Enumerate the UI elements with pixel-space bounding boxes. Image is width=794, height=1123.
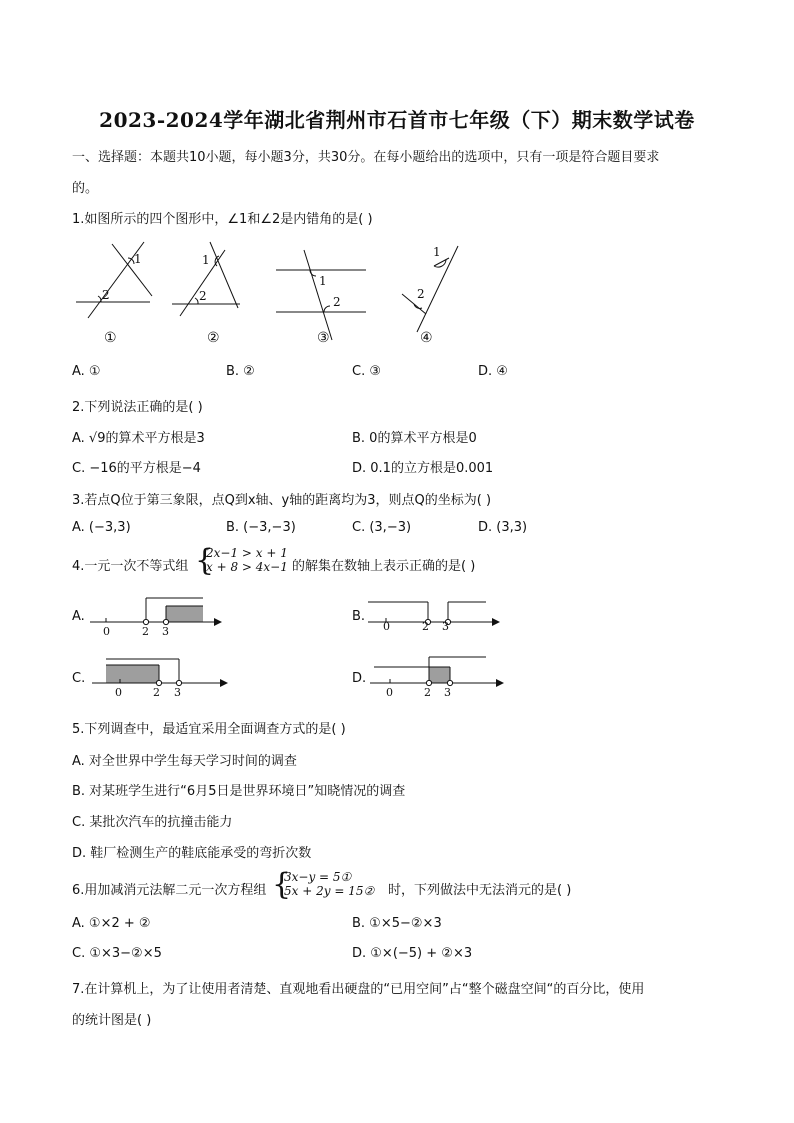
q1-option-b[interactable]: B. ② (226, 364, 255, 379)
q1-option-a[interactable]: A. ① (72, 364, 101, 379)
q2-option-a[interactable]: A. √9的算术平方根是3 (72, 431, 205, 446)
q3-option-b[interactable]: B. (−3,−3) (226, 520, 296, 535)
q3-option-c[interactable]: C. (3,−3) (352, 520, 412, 535)
q4c-tick-3: 3 (174, 686, 181, 699)
question-5-stem: 5.下列调查中，最适宜采用全面调查方式的是( ) (72, 722, 346, 737)
fig2-angle2: 2 (199, 289, 207, 303)
q4d-tick-3: 3 (444, 686, 451, 699)
q6-option-b[interactable]: B. ①×5−②×3 (352, 916, 442, 931)
q2-option-d[interactable]: D. 0.1的立方根是0.001 (352, 461, 494, 476)
section-header-line1: 一、选择题：本题共10小题，每小题3分，共30分。在每小题给出的选项中，只有一项是符合题目要求 (72, 150, 660, 165)
question-2-stem: 2.下列说法正确的是( ) (72, 400, 203, 415)
q6-system-line1: 3x−y = 5① (284, 870, 352, 884)
q5-option-a[interactable]: A. 对全世界中学生每天学习时间的调查 (72, 754, 297, 769)
q4-numberline-b (368, 592, 508, 642)
q4a-tick-2: 2 (142, 625, 149, 638)
q4-system-line1: 2x−1 > x + 1 (206, 546, 288, 560)
figure-label-2: ② (207, 330, 220, 346)
q6-option-a[interactable]: A. ①×2 + ② (72, 916, 151, 931)
question-4-stem-post: 的解集在数轴上表示正确的是( ) (292, 559, 476, 574)
question-6-stem-post: 时，下列做法中无法消元的是( ) (388, 883, 572, 898)
page-title: 2023-2024学年湖北省荆州市石首市七年级（下）期末数学试卷 (99, 108, 695, 132)
q4-numberline-a (90, 592, 230, 642)
q2-option-b[interactable]: B. 0的算术平方根是0 (352, 431, 477, 446)
q4b-tick-2: 2 (422, 620, 429, 633)
q4a-tick-0: 0 (103, 625, 110, 638)
q6-system-brace: { (272, 867, 292, 902)
q4-option-d-letter[interactable]: D. (352, 671, 367, 686)
figure-3 (276, 250, 366, 340)
fig4-angle1: 1 (433, 245, 441, 259)
q4-system-brace: { (195, 543, 215, 578)
q5-option-c[interactable]: C. 某批次汽车的抗撞击能力 (72, 815, 233, 830)
q4a-tick-3: 3 (162, 625, 169, 638)
q4b-tick-3: 3 (442, 620, 449, 633)
q6-option-d[interactable]: D. ①×(−5) + ②×3 (352, 946, 473, 961)
q3-option-a[interactable]: A. (−3,3) (72, 520, 131, 535)
question-7-stem-line2: 的统计图是( ) (72, 1013, 152, 1028)
q4c-tick-0: 0 (115, 686, 122, 699)
q3-option-d[interactable]: D. (3,3) (478, 520, 528, 535)
question-3-stem: 3.若点Q位于第三象限，点Q到x轴、y轴的距离均为3，则点Q的坐标为( ) (72, 493, 492, 508)
fig4-angle2: 2 (417, 287, 425, 301)
figure-label-3: ③ (317, 330, 330, 346)
figure-label-1: ① (104, 330, 117, 346)
q5-option-d[interactable]: D. 鞋厂检测生产的鞋底能承受的弯折次数 (72, 846, 312, 861)
q4-option-c-letter[interactable]: C. (72, 671, 86, 686)
fig1-angle1: 1 (134, 252, 142, 266)
q4d-tick-0: 0 (386, 686, 393, 699)
q6-option-c[interactable]: C. ①×3−②×5 (72, 946, 162, 961)
question-4-stem-pre: 4.一元一次不等式组 (72, 559, 189, 574)
q4-option-b-letter[interactable]: B. (352, 609, 366, 624)
q1-figures (60, 236, 480, 356)
fig2-angle1: 1 (202, 253, 210, 267)
q4b-tick-0: 0 (383, 620, 390, 633)
figure-4 (402, 246, 458, 332)
q4c-tick-2: 2 (153, 686, 160, 699)
section-header-line2: 的。 (72, 181, 99, 196)
q4-numberline-c (92, 654, 234, 704)
q1-option-d[interactable]: D. ④ (478, 364, 508, 379)
q5-option-b[interactable]: B. 对某班学生进行“6月5日是世界环境日”知晓情况的调查 (72, 784, 406, 799)
figure-label-4: ④ (420, 330, 433, 346)
q4-system-line2: x + 8 > 4x−1 (206, 560, 288, 574)
q1-option-c[interactable]: C. ③ (352, 364, 381, 379)
fig3-angle1: 1 (319, 274, 327, 288)
fig3-angle2: 2 (333, 295, 341, 309)
q2-option-c[interactable]: C. −16的平方根是−4 (72, 461, 201, 476)
question-7-stem-line1: 7.在计算机上，为了让使用者清楚、直观地看出硬盘的“已用空间”占“整个磁盘空间“的百分比，使用 (72, 982, 645, 997)
fig1-angle2: 2 (102, 288, 110, 302)
question-6-stem-pre: 6.用加减消元法解二元一次方程组 (72, 883, 267, 898)
question-1-stem: 1.如图所示的四个图形中，∠1和∠2是内错角的是( ) (72, 212, 373, 227)
q4d-tick-2: 2 (424, 686, 431, 699)
q4-option-a-letter[interactable]: A. (72, 609, 85, 624)
q6-system-line2: 5x + 2y = 15② (284, 884, 375, 898)
